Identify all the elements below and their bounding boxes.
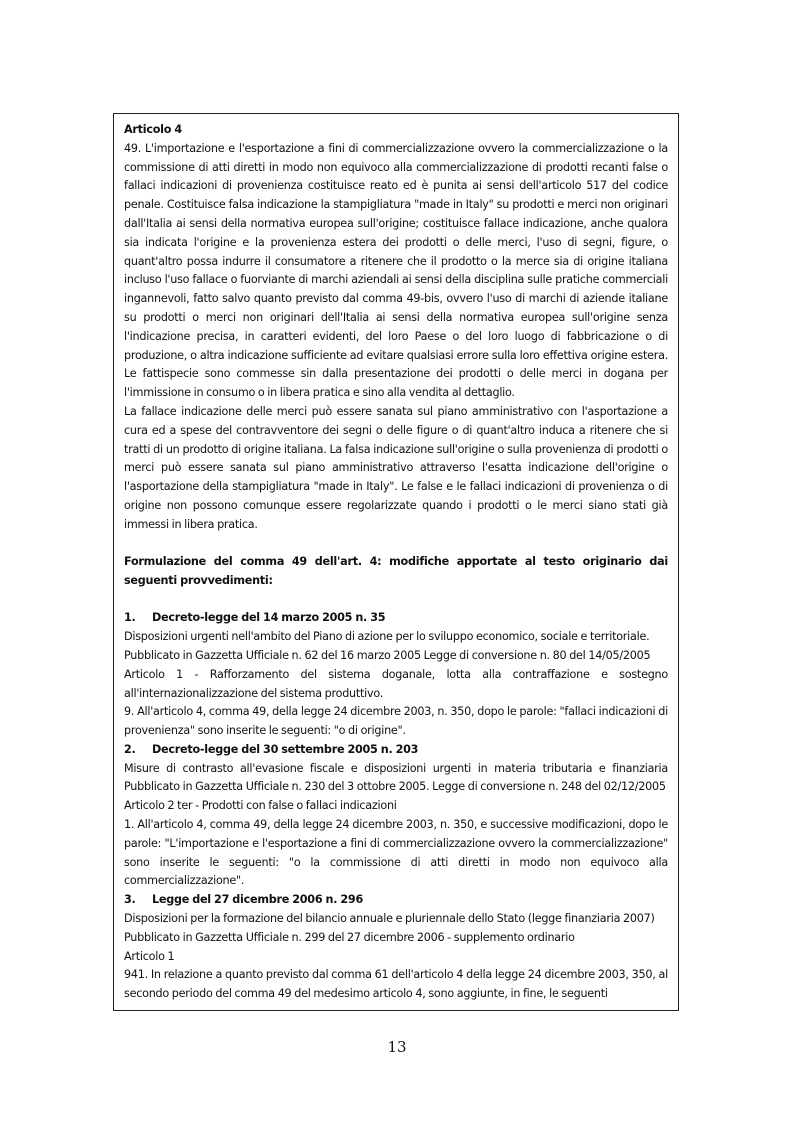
provision-heading [124, 891, 668, 910]
provision-number: 3. [124, 893, 136, 907]
provision-title: Decreto-legge del 30 settembre 2005 n. 203 [152, 742, 419, 756]
provision-line: 941. In relazione a quanto previsto dal comma 61 dell'articolo 4 della legge 24 dicembre 2003, 350, al secondo periodo del comma 49 del medesimo articolo 4, sono aggiunte, in fine, le seguenti [124, 968, 668, 1001]
formulation-title: Formulazione del comma 49 dell'art. 4: modifiche apportate al testo originario dai seguenti provvedimenti: [124, 555, 668, 587]
provision-line: 9. All'articolo 4, comma 49, della legge 24 dicembre 2003, n. 350, dopo le parole: "fallaci indicazioni di provenienza" sono inserite le seguenti: "o di origine". [124, 705, 668, 738]
provision-line: Pubblicato in Gazzetta Ufficiale n. 299 del 27 dicembre 2006 - supplemento ordinario [124, 930, 575, 944]
provision-line: Disposizioni per la formazione del bilancio annuale e pluriennale dello Stato (legge finanziaria 2007) [124, 912, 655, 926]
provision-line: Pubblicato in Gazzetta Ufficiale n. 62 del 16 marzo 2005 Legge di conversione n. 80 del 14/05/2005 [124, 648, 651, 662]
provision-title: Decreto-legge del 14 marzo 2005 n. 35 [152, 611, 386, 625]
paragraph-49: 49. L'importazione e l'esportazione a fini di commercializzazione ovvero la commercializzazione o la commissione di atti diretti in modo non equivoco alla commercializzazione di prodotti recanti false o fallaci indicazioni di provenienza costituisce reato ed è punita ai sensi dell'articolo 517 del codice penale. Costituisce falsa indicazione la stampigliatura "made in Italy" su prodotti e merci non originari dall'Italia ai sensi della normativa europea sull'origine; costituisce fallace indicazione, anche qualora sia indicata l'origine e la provenienza estera dei prodotti o delle merci, l'uso di segni, figure, o quant'altro possa indurre il consumatore a ritenere che il prodotto o la merce sia di origine italiana incluso l'uso fallace o fuorviante di marchi aziendali ai sensi della disciplina sulle pratiche commerciali ingannevoli, fatto salvo quanto previsto dal comma 49-bis, ovvero l'uso di marchi di aziende italiane su prodotti o merci non originari dell'Italia ai sensi della normativa europea sull'origine senza l'indicazione precisa, in caratteri evidenti, del loro Paese o del loro luogo di fabbricazione o di produzione, o altra indicazione sufficiente ad evitare qualsiasi errore sulla loro effettiva origine estera. Le fattispecie sono commesse sin dalla presentazione dei prodotti o delle merci in dogana per l'immissione in consumo o in libera pratica e sino alla vendita al dettaglio. [124, 141, 668, 400]
document-text-box [113, 113, 679, 1011]
paragraph-sanatoria: La fallace indicazione delle merci può essere sanata sul piano amministrativo con l'asportazione a cura ed a spese del contravventore dei segni o delle figure o di quant'altro induca a ritenere che si tratti di un prodotto di origine italiana. La falsa indicazione sull'origine o sulla provenienza di prodotti o merci può essere sanata sul piano amministrativo attraverso l'esatta indicazione dell'origine o l'asportazione della stampigliatura "made in Italy". Le false e le fallaci indicazioni di provenienza o di origine non possono comunque essere regolarizzate quando i prodotti o le merci siano stati già immessi in libera pratica. [124, 404, 668, 531]
page-number: 13 [387, 1038, 407, 1056]
provision-line: Articolo 1 [124, 949, 175, 963]
provision-heading [124, 609, 668, 628]
provision-title: Legge del 27 dicembre 2006 n. 296 [152, 893, 363, 907]
provision-line: Disposizioni urgenti nell'ambito del Piano di azione per lo sviluppo economico, sociale e territoriale. [124, 630, 650, 644]
provision-line: Articolo 2 ter - Prodotti con false o fallaci indicazioni [124, 799, 397, 813]
article-heading: Articolo 4 [124, 123, 182, 136]
provision-line: 1. All'articolo 4, comma 49, della legge 24 dicembre 2003, n. 350, e successive modificazioni, dopo le parole: "L'importazione e l'esportazione a fini di commercializzazione ovvero la commercializzazione" sono inserite le seguenti: "o la commissione di atti diretti in modo non equivoco alla commercializzazione". [124, 818, 668, 888]
provision-line: Misure di contrasto all'evasione fiscale e disposizioni urgenti in materia tributaria e finanziaria Pubblicato in Gazzetta Ufficiale n. 230 del 3 ottobre 2005. Legge di conversione n. 248 del 02/12/2005 [124, 761, 668, 794]
provision-number: 1. [124, 611, 136, 625]
spacer [124, 535, 668, 554]
provision-heading [124, 741, 668, 760]
provision-line: Articolo 1 - Rafforzamento del sistema doganale, lotta alla contraffazione e sostegno all'internazionalizzazione del sistema produttivo. [124, 667, 668, 700]
provision-number: 2. [124, 742, 136, 756]
spacer [124, 591, 668, 610]
